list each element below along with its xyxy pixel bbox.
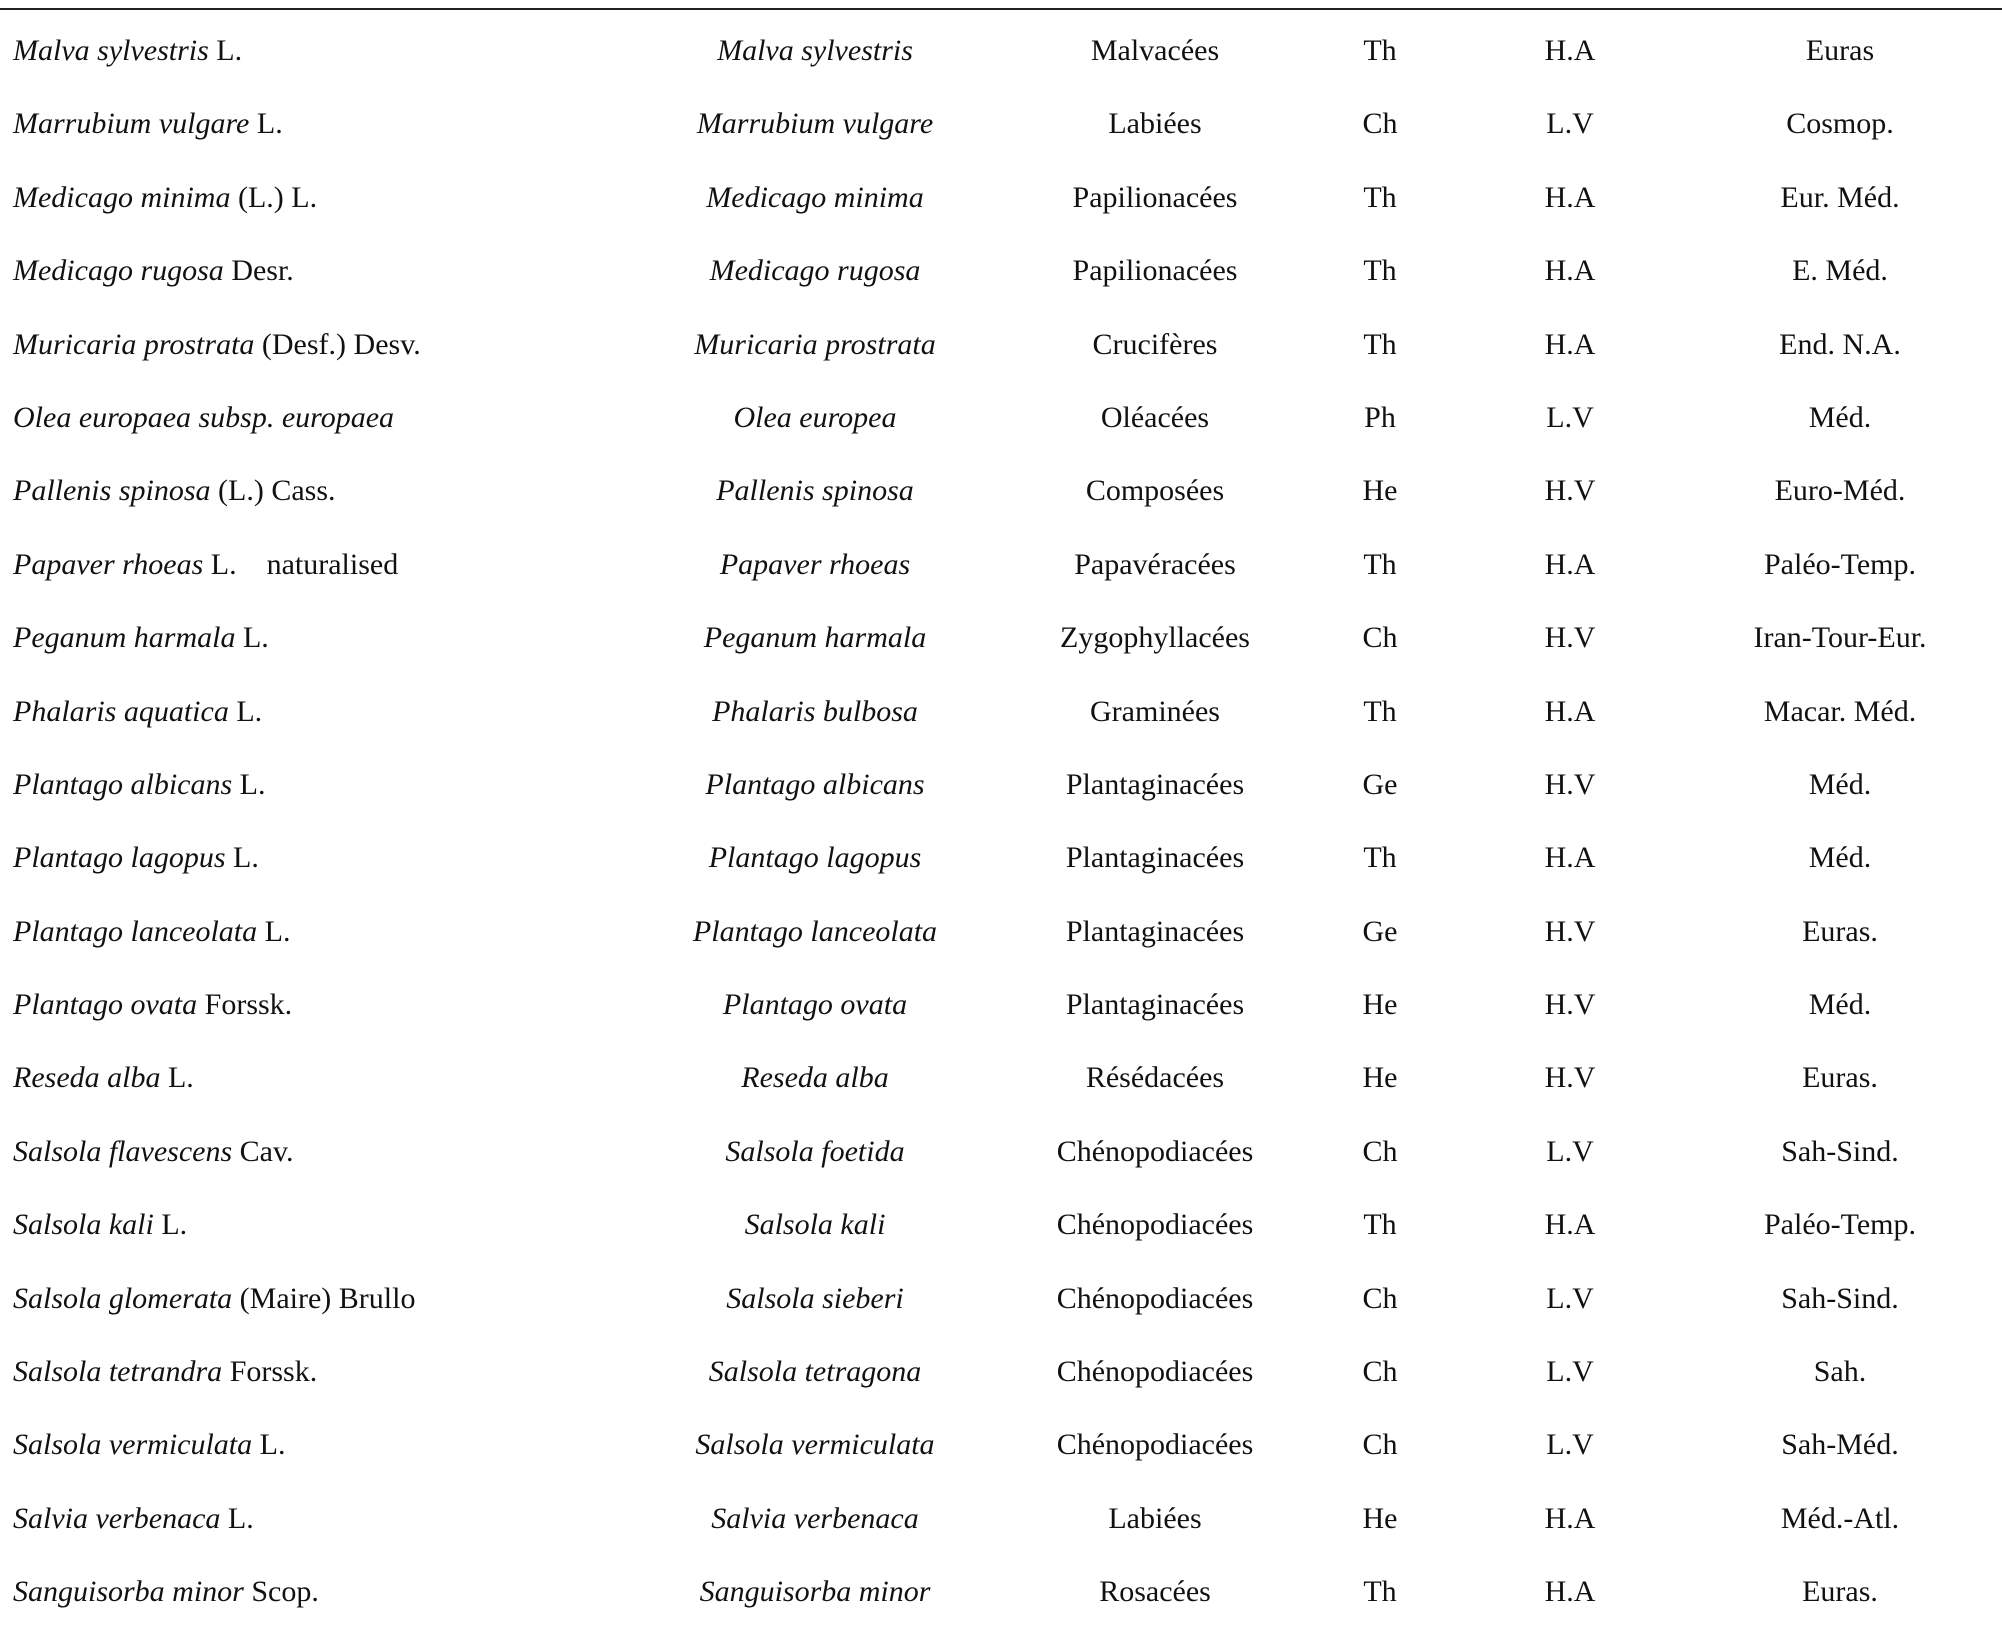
biotype-cell: Ge [1362,767,1398,801]
species-author: (Maire) Brullo [232,1281,416,1315]
synonym-cell: Reseda alba [741,1061,889,1095]
chorology-cell: Cosmop. [1786,107,1894,141]
synonym-cell: Plantago albicans [705,767,925,801]
species-name: Salsola flavescens [13,1134,233,1168]
biotype-cell: He [1362,1061,1398,1095]
accepted-name-cell [13,454,336,527]
accepted-name-cell [13,1188,187,1261]
synonym-cell: Pallenis spinosa [716,474,914,508]
species-name: Olea europaea subsp. europaea [13,400,395,434]
accepted-name-cell [13,161,317,234]
biotype-cell: He [1362,988,1398,1022]
chorology-cell: Euras [1805,34,1875,67]
habit-cell: H.A [1544,694,1596,728]
family-cell: Labiées [1108,1501,1202,1535]
table-row [0,1115,2002,1188]
species-name: Plantago albicans [13,767,233,801]
synonym-cell: Papaver rhoeas [719,547,911,581]
species-author: Scop. [243,1575,319,1609]
habit-cell: H.V [1544,767,1596,801]
accepted-name-cell [13,528,398,601]
habit-cell: H.A [1544,841,1596,875]
species-author: L. [203,547,237,581]
chorology-cell: Euras. [1802,914,1878,948]
accepted-name-cell [13,381,394,454]
species-name: Salsola vermiculata [13,1428,253,1462]
species-name: Medicago minima [13,180,231,214]
species-table [0,14,2002,1629]
synonym-cell: Salsola tetragona [708,1355,922,1389]
chorology-cell: Paléo-Temp. [1763,547,1917,581]
synonym-cell: Phalaris bulbosa [712,694,918,728]
species-author: Forssk. [197,988,293,1022]
synonym-cell: Salsola kali [744,1208,886,1242]
family-cell: Chénopodiacées [1056,1355,1254,1389]
table-row [0,1262,2002,1335]
synonym-cell: Malva sylvestris [717,34,913,67]
species-author: Desr. [223,254,294,288]
accepted-name-cell [13,601,269,674]
species-name: Sanguisorba minor [13,1575,244,1609]
species-note: naturalised [266,547,399,581]
species-author: L. [228,694,263,728]
habit-cell: H.A [1544,1501,1596,1535]
habit-cell: H.A [1544,34,1596,67]
biotype-cell: Ch [1362,1428,1398,1462]
habit-cell: L.V [1546,1355,1594,1389]
habit-cell: H.A [1544,547,1596,581]
species-name: Plantago lagopus [13,841,226,875]
species-name: Papaver rhoeas [13,547,204,581]
table-row [0,968,2002,1041]
chorology-cell: Iran-Tour-Eur. [1753,621,1927,655]
family-cell: Résédacées [1085,1061,1225,1095]
chorology-cell: Méd. [1808,841,1872,875]
chorology-cell: Euras. [1802,1575,1878,1609]
table-row [0,748,2002,821]
chorology-cell: Sah-Sind. [1781,1134,1899,1168]
synonym-cell: Salsola vermiculata [695,1428,935,1462]
habit-cell: L.V [1546,1281,1594,1315]
synonym-cell: Muricaria prostrata [694,327,936,361]
synonym-cell: Marrubium vulgare [696,107,934,141]
chorology-cell: Méd. [1808,988,1872,1022]
species-author: L. [160,1061,194,1095]
accepted-name-cell [13,1555,319,1628]
biotype-cell: Ch [1362,1134,1398,1168]
habit-cell: H.V [1544,474,1596,508]
chorology-cell: Macar. Méd. [1763,694,1917,728]
accepted-name-cell [13,821,259,894]
family-cell: Zygophyllacées [1060,621,1250,655]
family-cell: Chénopodiacées [1056,1134,1254,1168]
chorology-cell: Euro-Méd. [1774,474,1906,508]
family-cell: Labiées [1108,107,1202,141]
accepted-name-cell [13,308,421,381]
species-author: L. [257,914,291,948]
table-row [0,1041,2002,1114]
table-row [0,1188,2002,1261]
biotype-cell: Ch [1362,621,1398,655]
habit-cell: L.V [1546,1134,1594,1168]
biotype-cell: Th [1363,1208,1397,1242]
family-cell: Chénopodiacées [1056,1428,1254,1462]
family-cell: Crucifères [1092,327,1218,361]
biotype-cell: Th [1363,1575,1397,1609]
table-row [0,1408,2002,1481]
species-name: Malva sylvestris [13,34,209,67]
synonym-cell: Salvia verbenaca [711,1501,919,1535]
species-author: (L.) L. [230,180,318,214]
habit-cell: H.V [1544,988,1596,1022]
habit-cell: H.V [1544,621,1596,655]
accepted-name-cell [13,1041,194,1114]
biotype-cell: Ch [1362,1281,1398,1315]
synonym-cell: Plantago ovata [722,988,908,1022]
habit-cell: H.A [1544,254,1596,288]
accepted-name-cell [13,1408,285,1481]
habit-cell: L.V [1546,1428,1594,1462]
accepted-name-cell [13,234,294,307]
chorology-cell: E. Méd. [1792,254,1888,288]
species-name: Salsola kali [13,1208,154,1242]
synonym-cell: Medicago minima [706,180,924,214]
habit-cell: H.A [1544,327,1596,361]
species-name: Peganum harmala [13,621,236,655]
species-author: L. [153,1208,188,1242]
synonym-cell: Olea europea [733,400,897,434]
chorology-cell: Méd. [1808,400,1872,434]
species-name: Salsola tetrandra [13,1355,223,1389]
habit-cell: H.A [1544,1575,1596,1609]
family-cell: Papilionacées [1072,180,1238,214]
accepted-name-cell [13,748,265,821]
table-row [0,234,2002,307]
biotype-cell: Ch [1362,107,1398,141]
synonym-cell: Medicago rugosa [709,254,921,288]
family-cell: Papilionacées [1072,254,1238,288]
species-author: L. [208,34,243,67]
chorology-cell: Sah-Méd. [1781,1428,1899,1462]
habit-cell: H.A [1544,180,1596,214]
family-cell: Plantaginacées [1065,914,1245,948]
species-name: Muricaria prostrata [13,327,255,361]
accepted-name-cell [13,87,283,160]
biotype-cell: Th [1363,547,1397,581]
table-row [0,528,2002,601]
family-cell: Graminées [1090,694,1220,728]
synonym-cell: Salsola foetida [725,1134,905,1168]
habit-cell: L.V [1546,107,1594,141]
family-cell: Plantaginacées [1065,988,1245,1022]
chorology-cell: Paléo-Temp. [1763,1208,1917,1242]
accepted-name-cell [13,1482,254,1555]
family-cell: Plantaginacées [1065,767,1245,801]
chorology-cell: Sah-Sind. [1781,1281,1899,1315]
table-row [0,14,2002,87]
species-author: L. [220,1501,254,1535]
species-name: Phalaris aquatica [13,694,229,728]
synonym-cell: Salsola sieberi [726,1281,904,1315]
species-name: Pallenis spinosa [13,474,211,508]
synonym-cell: Plantago lanceolata [692,914,938,948]
synonym-cell: Sanguisorba minor [699,1575,931,1609]
table-row [0,675,2002,748]
biotype-cell: Th [1363,841,1397,875]
species-name: Reseda alba [13,1061,161,1095]
family-cell: Plantaginacées [1065,841,1245,875]
species-name: Salvia verbenaca [13,1501,221,1535]
biotype-cell: Th [1363,694,1397,728]
accepted-name-cell [13,968,292,1041]
species-author: L. [232,767,266,801]
table-top-rule [0,8,2002,10]
species-name: Marrubium vulgare [13,107,250,141]
species-author: (Desf.) Desv. [254,327,421,361]
table-row [0,454,2002,527]
accepted-name-cell [13,895,290,968]
habit-cell: H.V [1544,914,1596,948]
habit-cell: L.V [1546,400,1594,434]
table-row [0,1335,2002,1408]
species-author: L. [225,841,259,875]
accepted-name-cell [13,14,242,87]
table-row [0,87,2002,160]
species-author: L. [235,621,269,655]
family-cell: Composées [1085,474,1225,508]
family-cell: Chénopodiacées [1056,1208,1254,1242]
accepted-name-cell [13,675,262,748]
biotype-cell: Th [1363,34,1397,67]
family-cell: Papavéracées [1074,547,1236,581]
table-row [0,308,2002,381]
chorology-cell: Euras. [1802,1061,1878,1095]
chorology-cell: End. N.A. [1779,327,1901,361]
table-row [0,1482,2002,1555]
accepted-name-cell [13,1335,317,1408]
species-name: Plantago ovata [13,988,198,1022]
family-cell: Rosacées [1099,1575,1211,1609]
habit-cell: H.A [1544,1208,1596,1242]
species-name: Medicago rugosa [13,254,224,288]
family-cell: Chénopodiacées [1056,1281,1254,1315]
synonym-cell: Peganum harmala [703,621,927,655]
table-row [0,895,2002,968]
biotype-cell: Th [1363,327,1397,361]
biotype-cell: Ge [1362,914,1398,948]
accepted-name-cell [13,1262,415,1335]
table-row [0,601,2002,674]
chorology-cell: Méd.-Atl. [1780,1501,1900,1535]
habit-cell: H.V [1544,1061,1596,1095]
biotype-cell: Th [1363,254,1397,288]
biotype-cell: Th [1363,180,1397,214]
chorology-cell: Méd. [1808,767,1872,801]
chorology-cell: Eur. Méd. [1780,180,1900,214]
biotype-cell: Ph [1364,400,1396,434]
table-row [0,161,2002,234]
species-name: Plantago lanceolata [13,914,258,948]
family-cell: Malvacées [1090,34,1220,67]
table-row [0,821,2002,894]
species-author: Cav. [232,1134,294,1168]
family-cell: Oléacées [1100,400,1210,434]
synonym-cell: Plantago lagopus [708,841,922,875]
biotype-cell: He [1362,474,1398,508]
species-name: Salsola glomerata [13,1281,233,1315]
chorology-cell: Sah. [1813,1355,1867,1389]
species-author: (L.) Cass. [210,474,336,508]
species-author: L. [252,1428,286,1462]
biotype-cell: He [1362,1501,1398,1535]
table-row [0,1555,2002,1628]
species-author: Forssk. [222,1355,318,1389]
biotype-cell: Ch [1362,1355,1398,1389]
species-author: L. [249,107,283,141]
table-row [0,381,2002,454]
accepted-name-cell [13,1115,294,1188]
